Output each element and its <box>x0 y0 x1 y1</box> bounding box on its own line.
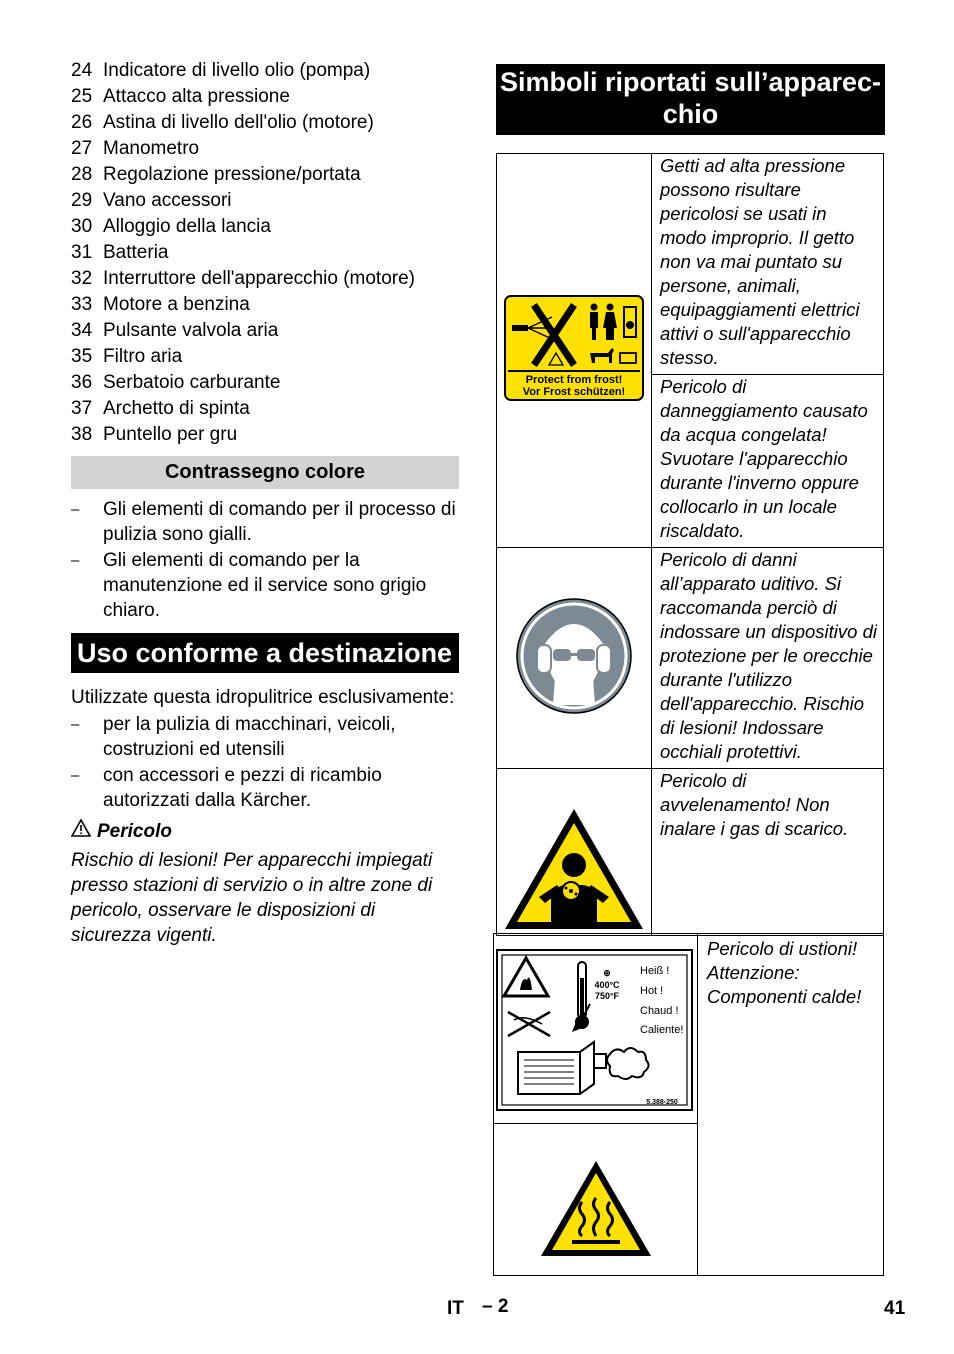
footer-page-number: 41 <box>884 1298 906 1319</box>
list-item <box>71 136 459 162</box>
list-item <box>71 266 459 292</box>
list-item: – per la pulizia di macchinari, veicoli, costruzioni ed utensili <box>71 712 459 762</box>
part-number: 26 <box>71 112 93 133</box>
frost-text-cell <box>652 375 884 548</box>
part-number: 34 <box>71 320 93 341</box>
list-item <box>71 370 459 396</box>
jet-text-cell <box>652 154 884 375</box>
part-number: 28 <box>71 164 93 185</box>
part-label: Serbatoio carburante <box>103 372 281 393</box>
list-item <box>71 58 459 84</box>
part-label: Indicatore di livello olio (pompa) <box>103 60 371 81</box>
list-item <box>71 214 459 240</box>
part-number: 25 <box>71 86 93 107</box>
part-number: 36 <box>71 372 93 393</box>
left-column <box>71 58 459 948</box>
color-section-heading: Contrassegno colore <box>71 456 459 489</box>
list-item <box>71 292 459 318</box>
list-item: – Gli elementi di comando per il processo di pulizia sono gialli. <box>71 497 459 547</box>
intended-use-intro: Utilizzate questa idropulitrice esclusivamente: <box>71 687 455 708</box>
hot-word-en: Hot ! <box>640 985 664 997</box>
symbols-table-2 <box>493 933 884 1276</box>
jet-frost-label-cell <box>497 154 652 548</box>
list-item <box>71 422 459 448</box>
hot-label-code: 5.388-250 <box>646 1099 678 1106</box>
part-number: 37 <box>71 398 93 419</box>
hot-surface-warning-icon <box>538 1158 654 1260</box>
high-pressure-jet-icon <box>504 295 644 401</box>
symbols-table-1 <box>496 153 884 936</box>
hot-word-fr: Chaud ! <box>640 1005 679 1017</box>
part-number: 29 <box>71 190 93 211</box>
list-item <box>71 318 459 344</box>
hot-label-cell <box>494 934 698 1124</box>
symbols-heading-line2: chio <box>662 99 719 129</box>
warning-text: Rischio di lesioni! Per apparecchi impiegati presso stazioni di servizio o in altre zone di pericolo, osservare le disposizioni di sicurezza vigenti. <box>71 850 433 946</box>
part-label: Interruttore dell'apparecchio (motore) <box>103 268 415 289</box>
frost-label-line1: Protect from frost! <box>525 374 623 386</box>
svg-text:⊕: ⊕ <box>603 968 611 978</box>
intended-use-list <box>71 712 459 813</box>
part-number: 35 <box>71 346 93 367</box>
symbols-heading-line1: Simboli riportati sull’apparec- <box>499 67 882 97</box>
hearing-warning-text: Pericolo di danni all’apparato uditivo. Si raccomanda perciò di indossare un dispositivo di protezione per le orecchie durante l'utilizzo dell'apparecchio. Rischio di lesioni! Indossare occhiali protettivi. <box>660 549 877 762</box>
poison-warning-text: Pericolo di avvelenamento! Non inalare i gas di scarico. <box>660 770 849 839</box>
part-number: 30 <box>71 216 93 237</box>
part-label: Astina di livello dell'olio (motore) <box>103 112 374 133</box>
part-number: 38 <box>71 424 93 445</box>
warning-label: Pericolo <box>97 821 172 842</box>
hot-temp-c: 400°C <box>594 980 620 990</box>
part-number: 32 <box>71 268 93 289</box>
hot-temp-f: 750°F <box>594 991 620 1001</box>
part-number: 27 <box>71 138 93 159</box>
symbols-heading <box>496 64 885 135</box>
burn-warning-text: Pericolo di ustioni! Attenzione: Componenti calde! <box>707 938 862 1007</box>
ear-protection-icon <box>515 597 633 715</box>
list-item <box>71 240 459 266</box>
color-section-list <box>71 497 459 623</box>
warning-heading <box>71 819 459 844</box>
part-label: Pulsante valvola aria <box>103 320 279 341</box>
hot-word-es: Caliente! <box>640 1024 684 1036</box>
part-number: 31 <box>71 242 93 263</box>
part-label: Regolazione pressione/portata <box>103 164 361 185</box>
list-item: – con accessori e pezzi di ricambio autorizzati dalla Kärcher. <box>71 763 459 813</box>
hearing-icon-cell <box>497 548 652 769</box>
part-label: Filtro aria <box>103 346 183 367</box>
warning-triangle-icon <box>71 819 97 844</box>
list-item <box>71 84 459 110</box>
footer-language: IT <box>447 1298 464 1319</box>
poison-text-cell <box>652 769 884 936</box>
jet-warning-text: Getti ad alta pressione possono risultare pericolosi se usati in modo improprio. Il getto non va mai puntato su persone, animali, equipaggiamenti elettrici attivi o sull'apparecchio stesso. <box>660 155 860 368</box>
part-label: Puntello per gru <box>103 424 238 445</box>
parts-list <box>71 58 459 448</box>
list-item <box>71 110 459 136</box>
part-label: Motore a benzina <box>103 294 250 315</box>
part-label: Manometro <box>103 138 200 159</box>
list-item <box>71 396 459 422</box>
hot-word-de: Heiß ! <box>640 965 670 977</box>
part-label: Attacco alta pressione <box>103 86 290 107</box>
part-label: Alloggio della lancia <box>103 216 271 237</box>
intended-use-heading: Uso conforme a destinazione <box>71 633 459 673</box>
toxic-gas-warning-icon <box>501 805 647 933</box>
footer-subpage: – 2 <box>482 1296 509 1317</box>
part-label: Vano accessori <box>103 190 232 211</box>
hot-surface-label-icon <box>494 934 697 1118</box>
poison-icon-cell <box>497 769 652 936</box>
frost-warning-text: Pericolo di danneggiamento causato da acqua congelata! Svuotare l'apparecchio durante l'inverno oppure collocarlo in un locale riscaldato. <box>660 376 868 541</box>
right-column <box>496 64 885 135</box>
list-item: – Gli elementi di comando per la manutenzione ed il service sono grigio chiaro. <box>71 548 459 623</box>
hearing-text-cell <box>652 548 884 769</box>
part-number: 24 <box>71 60 93 81</box>
hot-surface-icon-cell <box>494 1124 698 1276</box>
part-label: Batteria <box>103 242 169 263</box>
part-number: 33 <box>71 294 93 315</box>
list-item <box>71 344 459 370</box>
list-item <box>71 162 459 188</box>
frost-label-line2: Vor Frost schützen! <box>522 386 626 398</box>
list-item <box>71 188 459 214</box>
part-label: Archetto di spinta <box>103 398 250 419</box>
burn-text-cell <box>698 934 884 1276</box>
